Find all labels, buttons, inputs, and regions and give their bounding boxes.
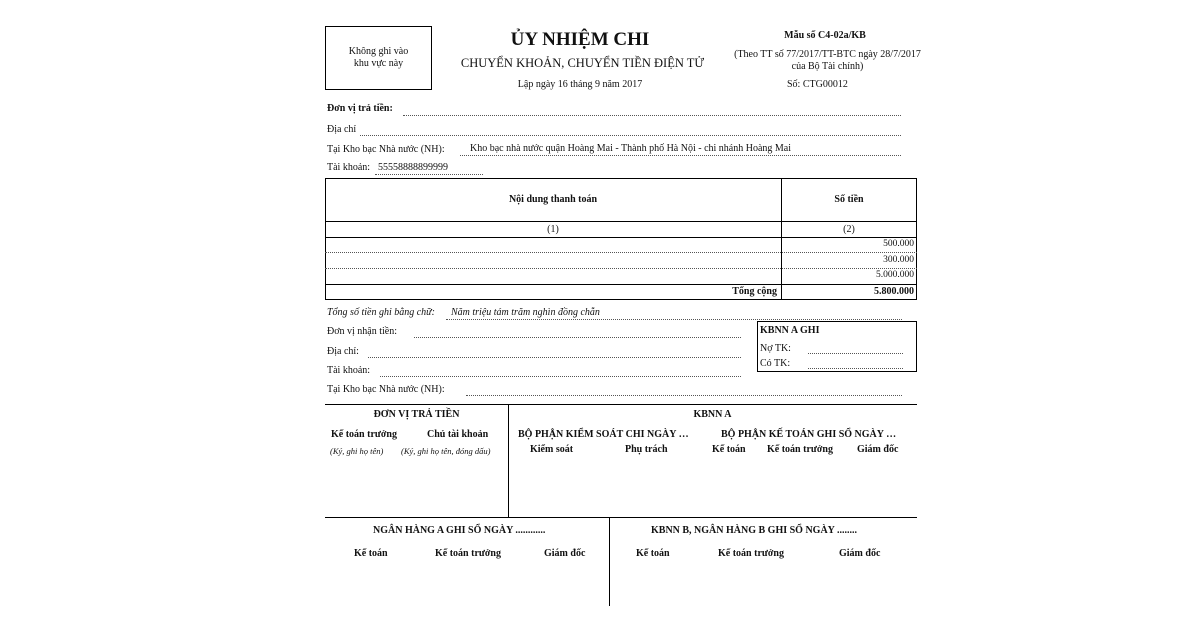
payer-unit-field[interactable]	[403, 115, 901, 116]
bank-a-chief-accountant: Kế toán trưởng	[435, 548, 501, 559]
table-header-divider	[325, 221, 917, 222]
payer-treasury-field[interactable]	[460, 155, 901, 156]
bank-a-accountant: Kế toán	[354, 548, 388, 559]
payer-treasury-value: Kho bạc nhà nước quận Hoàng Mai - Thành phố Hà Nội - chi nhánh Hoàng Mai	[470, 143, 792, 154]
payee-account-field[interactable]	[380, 376, 741, 377]
payer-account-field[interactable]	[375, 174, 483, 175]
table-index-divider	[325, 237, 917, 238]
regulation-line1: (Theo TT số 77/2017/TT-BTC ngày 28/7/2017	[734, 49, 921, 60]
table-index-1: (1)	[547, 224, 559, 235]
payee-address-field[interactable]	[368, 357, 741, 358]
table-row-amount: 300.000	[883, 255, 914, 265]
document-number: Số: CTG00012	[787, 79, 848, 90]
bank-a-title: NGÂN HÀNG A GHI SỔ NGÀY ............	[373, 525, 546, 536]
amount-in-words-value: Năm triệu tám trăm nghìn đồng chẵn	[451, 307, 600, 318]
account-holder-label: Chủ tài khoản	[427, 429, 489, 440]
table-row-divider	[325, 252, 917, 253]
control-dept-label: BỘ PHẬN KIỂM SOÁT CHI NGÀY …	[518, 429, 689, 440]
kbnn-a-entry-title: KBNN A GHI	[760, 325, 820, 336]
page-title: ỦY NHIỆM CHI	[510, 29, 650, 50]
form-number: Mẫu số C4-02a/KB	[784, 30, 866, 41]
sign-note-holder: (Ký, ghi họ tên, đóng dấu)	[401, 446, 491, 456]
table-row-amount: 5.000.000	[876, 270, 914, 280]
director-label: Giám đốc	[857, 444, 899, 455]
debit-account-label: Nợ TK:	[760, 343, 791, 354]
table-total-label: Tổng cộng	[732, 286, 777, 297]
amount-in-words-field[interactable]	[446, 319, 902, 320]
table-total-value: 5.800.000	[874, 286, 914, 297]
payer-account-value: 55558888899999	[378, 162, 448, 173]
bank-a-director: Giám đốc	[544, 548, 586, 559]
kbnn-b-director: Giám đốc	[839, 548, 881, 559]
payer-unit-label: Đơn vị trả tiền:	[327, 103, 393, 114]
accountant-label: Kế toán	[712, 444, 746, 455]
regulation-line2: của Bộ Tài chính)	[791, 61, 864, 72]
signature-divider	[508, 404, 509, 517]
reserved-area-line1: Không ghi vào	[348, 46, 409, 57]
table-header-amount: Số tiền	[834, 194, 864, 205]
signature-top-line	[325, 404, 917, 405]
debit-account-field[interactable]	[808, 353, 903, 354]
payee-account-label: Tài khoản:	[327, 365, 371, 376]
payer-address-field[interactable]	[360, 135, 901, 136]
document-date: Lập ngày 16 tháng 9 năm 2017	[517, 79, 643, 90]
credit-account-field[interactable]	[808, 368, 903, 369]
in-charge-label: Phụ trách	[625, 444, 668, 455]
payer-signature-title: ĐƠN VỊ TRẢ TIỀN	[373, 409, 460, 420]
chief-accountant-label-2: Kế toán trưởng	[767, 444, 833, 455]
table-row-amount: 500.000	[883, 239, 914, 249]
table-header-content: Nội dung thanh toán	[508, 194, 598, 205]
payee-unit-field[interactable]	[414, 337, 741, 338]
payee-address-label: Địa chỉ:	[327, 346, 359, 357]
bottom-divider	[609, 517, 610, 606]
signature-bottom-line	[325, 517, 917, 518]
accounting-dept-label: BỘ PHẬN KẾ TOÁN GHI SỔ NGÀY …	[721, 429, 897, 440]
payer-treasury-label: Tại Kho bạc Nhà nước (NH):	[327, 144, 445, 155]
payer-account-label: Tài khoản:	[327, 162, 371, 173]
table-index-2: (2)	[843, 224, 855, 235]
table-total-divider	[325, 284, 917, 285]
credit-account-label: Có TK:	[760, 358, 791, 369]
kbnn-b-title: KBNN B, NGÂN HÀNG B GHI SỔ NGÀY ........	[651, 525, 858, 536]
payee-treasury-label: Tại Kho bạc Nhà nước (NH):	[327, 384, 445, 395]
kbnn-b-accountant: Kế toán	[636, 548, 670, 559]
kbnn-b-chief-accountant: Kế toán trưởng	[718, 548, 784, 559]
kbnn-a-signature-title: KBNN A	[693, 409, 732, 420]
reserved-area-line2: khu vực này	[353, 58, 404, 69]
chief-accountant-label: Kế toán trưởng	[331, 429, 397, 440]
payer-address-label: Địa chỉ	[327, 124, 357, 135]
payee-treasury-field[interactable]	[466, 395, 902, 396]
controller-label: Kiểm soát	[530, 444, 574, 455]
amount-in-words-label: Tổng số tiền ghi bằng chữ:	[327, 307, 435, 318]
sign-note-chief: (Ký, ghi họ tên)	[330, 446, 384, 456]
payee-unit-label: Đơn vị nhận tiền:	[327, 326, 397, 337]
page-subtitle: CHUYỂN KHOẢN, CHUYỂN TIỀN ĐIỆN TỬ	[460, 56, 705, 70]
table-row-divider	[325, 268, 917, 269]
